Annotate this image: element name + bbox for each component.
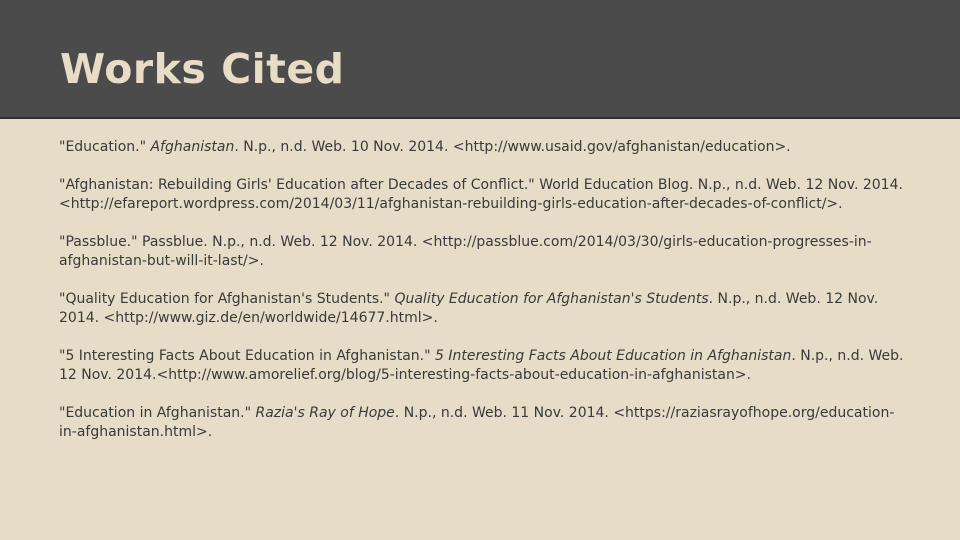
citation-text: "Passblue." Passblue. N.p., n.d. Web. 12 Nov. 2014. <http://passblue.com/2014/03/30/girls-education-progresses-in-afghanistan-but-will-it-last/>. bbox=[59, 234, 872, 269]
citation-source-title: 5 Interesting Facts About Education in Afghanistan bbox=[435, 348, 792, 364]
citation-source-title: Razia's Ray of Hope bbox=[255, 405, 395, 421]
citation-text: "5 Interesting Facts About Education in Afghanistan." bbox=[59, 348, 436, 364]
citation-text: . N.p., n.d. Web. 10 Nov. 2014. <http://www.usaid.gov/afghanistan/education>. bbox=[234, 139, 791, 155]
citation bbox=[59, 233, 909, 271]
slide-title: Works Cited bbox=[60, 45, 345, 93]
title-bar bbox=[0, 0, 960, 119]
citation bbox=[59, 404, 909, 442]
citation-text: "Quality Education for Afghanistan's Students." bbox=[59, 291, 395, 307]
citation-text: . N.p., n.d. Web. 12 Nov. 2014. <http://www.giz.de/en/worldwide/14677.html>. bbox=[59, 291, 879, 326]
citation-text: . N.p., n.d. Web. 11 Nov. 2014. <https://raziasrayofhope.org/education-in-afghanistan.html>. bbox=[59, 405, 895, 440]
citation-source-title: Quality Education for Afghanistan's Students bbox=[394, 291, 709, 307]
citation bbox=[59, 347, 909, 385]
works-cited-list bbox=[59, 138, 909, 461]
citation-text: "Education in Afghanistan." bbox=[59, 405, 256, 421]
citation bbox=[59, 138, 909, 157]
citation-text: "Afghanistan: Rebuilding Girls' Education after Decades of Conflict." World Education Blog. N.p., n.d. Web. 12 Nov. 2014. <http://efareport.wordpress.com/2014/03/11/afghanistan-rebuilding-girls-education-after-decades-of-conflict/>. bbox=[59, 177, 903, 212]
citation bbox=[59, 176, 909, 214]
citation-source-title: Afghanistan bbox=[150, 139, 235, 155]
citation-text: . N.p., n.d. Web. 12 Nov. 2014.<http://www.amorelief.org/blog/5-interesting-facts-about-education-in-afghanistan>. bbox=[59, 348, 904, 383]
citation-text: "Education." bbox=[59, 139, 151, 155]
citation bbox=[59, 290, 909, 328]
